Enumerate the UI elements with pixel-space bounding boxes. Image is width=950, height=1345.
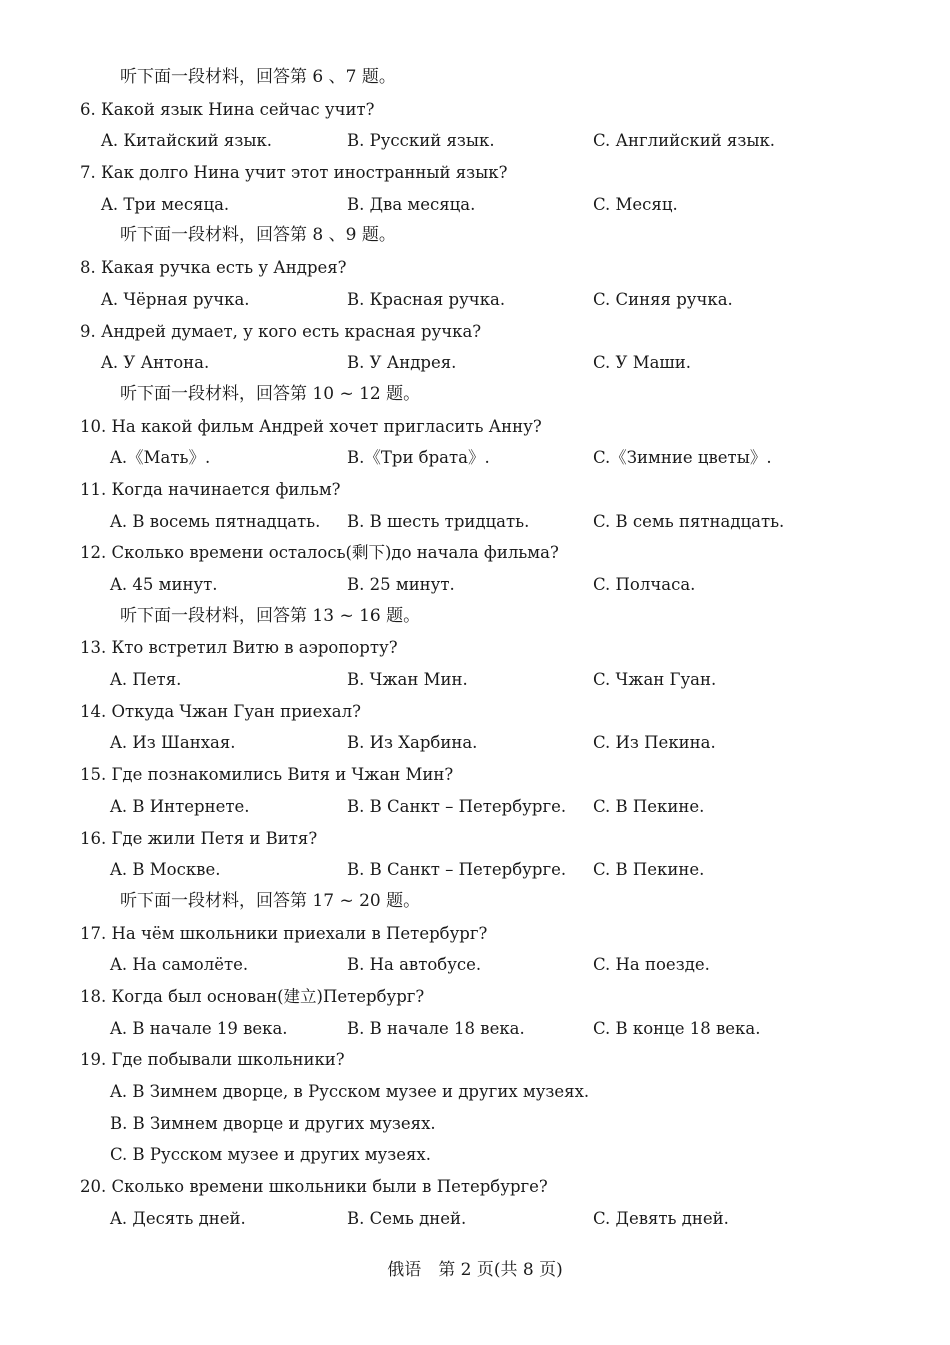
option-b: B. Чжан Мин. xyxy=(347,670,468,690)
option-b: B. В шесть тридцать. xyxy=(347,511,530,531)
option-a: A. На самолёте. xyxy=(110,955,249,975)
option-c: C.《Зимние цветы》. xyxy=(593,448,772,468)
option-c: C. Девять дней. xyxy=(593,1208,729,1228)
options-18 xyxy=(0,1013,950,1045)
option-a: A.《Мать》. xyxy=(110,448,211,468)
question-14: 14. Откуда Чжан Гуан приехал? xyxy=(80,701,361,721)
option-c: C. Полчаса. xyxy=(593,575,696,594)
question-17: 17. На чём школьники приехали в Петербург? xyxy=(80,923,488,943)
option-b: B. На автобусе. xyxy=(347,955,482,975)
listening-instruction: 听下面一段材料，回答第 13 ~ 16 题。 xyxy=(120,605,421,626)
option-a: A. В начале 19 века. xyxy=(110,1018,288,1038)
question-11: 11. Когда начинается фильм? xyxy=(80,479,341,499)
question-7: 7. Как долго Нина учит этот иностранный язык? xyxy=(80,163,508,183)
option-b: B. Красная ручка. xyxy=(347,289,506,309)
option-b: B. В Санкт – Петербурге. xyxy=(347,796,567,816)
exam-page xyxy=(0,62,950,1234)
listening-instruction: 听下面一段材料，回答第 10 ~ 12 题。 xyxy=(120,383,421,404)
options-9 xyxy=(0,347,950,379)
option-a: A. Десять дней. xyxy=(110,1208,246,1228)
option-c: C. Чжан Гуан. xyxy=(593,670,717,690)
question-9: 9. Андрей думает, у кого есть красная ручка? xyxy=(80,321,482,341)
option-b: B. Русский язык. xyxy=(347,131,495,151)
option-b: B. В Зимнем дворце и других музеях. xyxy=(110,1113,436,1133)
option-c: C. У Маши. xyxy=(593,353,692,373)
option-b: B. В Санкт – Петербурге. xyxy=(347,860,567,880)
question-12: 12. Сколько времени осталось(剩下)до начала фильма? xyxy=(80,543,559,563)
question-15: 15. Где познакомились Витя и Чжан Мин? xyxy=(80,765,454,785)
listening-instruction: 听下面一段材料，回答第 8 、9 题。 xyxy=(120,225,396,246)
options-10 xyxy=(0,442,950,474)
options-7 xyxy=(0,189,950,221)
option-a: A. В Зимнем дворце, в Русском музее и других музеях. xyxy=(110,1082,590,1101)
options-15 xyxy=(0,791,950,823)
options-16 xyxy=(0,854,950,886)
option-a: A. Чёрная ручка. xyxy=(101,289,250,309)
options-8 xyxy=(0,284,950,316)
options-6 xyxy=(0,125,950,157)
options-14 xyxy=(0,727,950,759)
option-a: A. Три месяца. xyxy=(101,194,230,214)
question-16: 16. Где жили Петя и Витя? xyxy=(80,828,318,848)
listening-instruction: 听下面一段材料，回答第 6 、7 题。 xyxy=(120,67,396,87)
option-a: A. В восемь пятнадцать. xyxy=(110,511,321,531)
option-a: A. 45 минут. xyxy=(110,575,218,594)
options-11 xyxy=(0,506,950,538)
option-b: B. Два месяца. xyxy=(347,194,476,214)
option-a: A. У Антона. xyxy=(101,353,210,373)
option-a: A. Китайский язык. xyxy=(101,131,273,151)
option-c: C. В Пекине. xyxy=(593,860,705,880)
question-8: 8. Какая ручка есть у Андрея? xyxy=(80,258,347,278)
option-b: B. В начале 18 века. xyxy=(347,1018,525,1038)
option-c: C. На поезде. xyxy=(593,955,710,975)
page-footer: 俄语 第 2 页(共 8 页) xyxy=(387,1260,563,1280)
option-c: C. Синяя ручка. xyxy=(593,289,733,309)
question-13: 13. Кто встретил Витю в аэропорту? xyxy=(80,638,398,658)
option-a: A. В Интернете. xyxy=(110,796,250,816)
option-c: C. В Пекине. xyxy=(593,796,705,816)
option-b: B. Семь дней. xyxy=(347,1208,467,1228)
question-18: 18. Когда был основан(建立)Петербург? xyxy=(80,986,425,1006)
question-6: 6. Какой язык Нина сейчас учит? xyxy=(80,99,375,119)
listening-instruction: 听下面一段材料，回答第 17 ~ 20 题。 xyxy=(120,890,421,911)
option-a: A. Из Шанхая. xyxy=(110,733,236,753)
question-19: 19. Где побывали школьники? xyxy=(80,1050,345,1070)
question-20: 20. Сколько времени школьники были в Петербурге? xyxy=(80,1177,548,1197)
option-b: B. Из Харбина. xyxy=(347,733,478,753)
option-c: C. Месяц. xyxy=(593,194,678,214)
options-12 xyxy=(0,569,950,601)
options-13 xyxy=(0,664,950,696)
option-b: B. 25 минут. xyxy=(347,575,455,594)
option-b: B.《Три брата》. xyxy=(347,448,490,468)
question-10: 10. На какой фильм Андрей хочет пригласить Анну? xyxy=(80,416,542,436)
option-a: A. Петя. xyxy=(110,670,182,690)
option-c: C. В Русском музее и других музеях. xyxy=(110,1145,431,1165)
option-b: B. У Андрея. xyxy=(347,353,457,373)
option-c: C. В семь пятнадцать. xyxy=(593,511,785,531)
options-20 xyxy=(0,1203,950,1235)
options-17 xyxy=(0,949,950,981)
option-c: C. Из Пекина. xyxy=(593,733,716,753)
option-c: C. Английский язык. xyxy=(593,131,776,151)
option-a: A. В Москве. xyxy=(110,860,221,880)
option-c: C. В конце 18 века. xyxy=(593,1018,761,1038)
